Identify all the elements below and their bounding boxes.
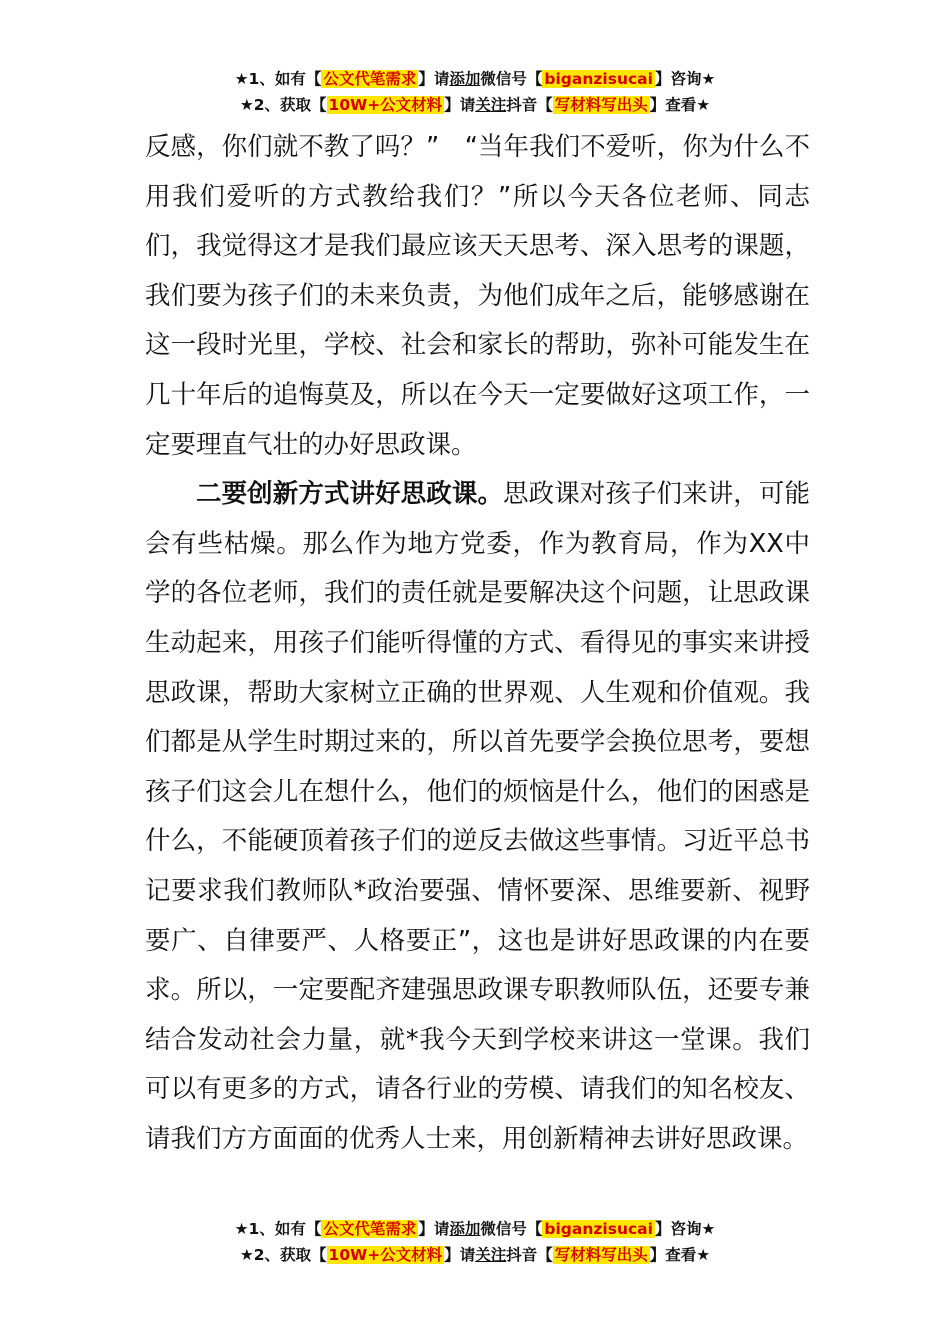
header-banner (0, 66, 950, 118)
banner-text: 抖音【 (506, 96, 553, 114)
highlight-wechat-id: biganzisucai (544, 1220, 653, 1238)
paragraph-1: 反感，你们就不教了吗？” “当年我们不爱听，你为什么不用我们爱听的方式教给我们？”所以今天各位老师、同志们，我觉得这才是我们最应该天天思考、深入思考的课题，我们要为孩子们的未来负责，为他们成年之后，能够感谢在这一段时光里，学校、社会和家长的帮助，弥补可能发生在几十年后的追悔莫及，所以在今天一定要做好这项工作，一定要理直气壮的办好思政课。 (145, 132, 810, 460)
highlight-service: 公文代笔需求 (323, 70, 417, 88)
banner-text: 抖音【 (506, 1246, 553, 1264)
section-heading: 二要创新方式讲好思政课。 (196, 479, 504, 510)
highlight-douyin: 写材料写出头 (554, 1246, 648, 1264)
document-body (145, 123, 810, 1164)
banner-text: 】请 (418, 1220, 450, 1238)
banner-text: 】咨询★ (654, 1220, 716, 1238)
banner-line-2 (0, 92, 950, 118)
banner-text: ★1、如有【 (234, 70, 322, 88)
banner-text: 】请 (418, 70, 450, 88)
banner-text: ★2、获取【 (239, 1246, 327, 1264)
highlight-service: 公文代笔需求 (323, 1220, 417, 1238)
banner-text: 】请 (444, 96, 476, 114)
banner-text: 】查看★ (649, 96, 711, 114)
highlight-materials: 10W+公文材料 (328, 1246, 443, 1264)
underlined-text: 关注 (475, 1246, 507, 1264)
underlined-text: 添加 (449, 1220, 481, 1238)
underlined-text: 关注 (475, 96, 507, 114)
banner-line-2 (0, 1242, 950, 1268)
paragraph-2-text: 思政课对孩子们来讲，可能会有些枯燥。那么作为地方党委，作为教育局，作为XX中学的各位老师，我们的责任就是要解决这个问题，让思政课生动起来，用孩子们能听得懂的方式、看得见的事实来讲授思政课，帮助大家树立正确的世界观、人生观和价值观。我们都是从学生时期过来的，所以首先要学会换位思考，要想孩子们这会儿在想什么，他们的烦恼是什么，他们的困惑是什么，不能硬顶着孩子们的逆反去做这些事情。习近平总书记要求我们教师队*政治要强、情怀要深、思维要新、视野要广、自律要严、人格要正”，这也是讲好思政课的内在要求。所以，一定要配齐建强思政课专职教师队伍，还要专兼结合发动社会力量，就*我今天到学校来讲这一堂课。我们可以有更多的方式，请各行业的劳模、请我们的知名校友、请我们方方面面的优秀人士来，用创新精神去讲好思政课。 (145, 479, 810, 1154)
highlight-wechat-id: biganzisucai (544, 70, 653, 88)
banner-text: 微信号【 (480, 70, 543, 88)
banner-line-1 (0, 66, 950, 92)
footer-banner (0, 1216, 950, 1268)
banner-line-1 (0, 1216, 950, 1242)
banner-text: ★1、如有【 (234, 1220, 322, 1238)
banner-text: 微信号【 (480, 1220, 543, 1238)
banner-text: 】查看★ (649, 1246, 711, 1264)
highlight-materials: 10W+公文材料 (328, 96, 443, 114)
banner-text: 】请 (444, 1246, 476, 1264)
underlined-text: 添加 (449, 70, 481, 88)
banner-text: 】咨询★ (654, 70, 716, 88)
paragraph-2 (145, 470, 810, 1164)
banner-text: ★2、获取【 (239, 96, 327, 114)
highlight-douyin: 写材料写出头 (554, 96, 648, 114)
